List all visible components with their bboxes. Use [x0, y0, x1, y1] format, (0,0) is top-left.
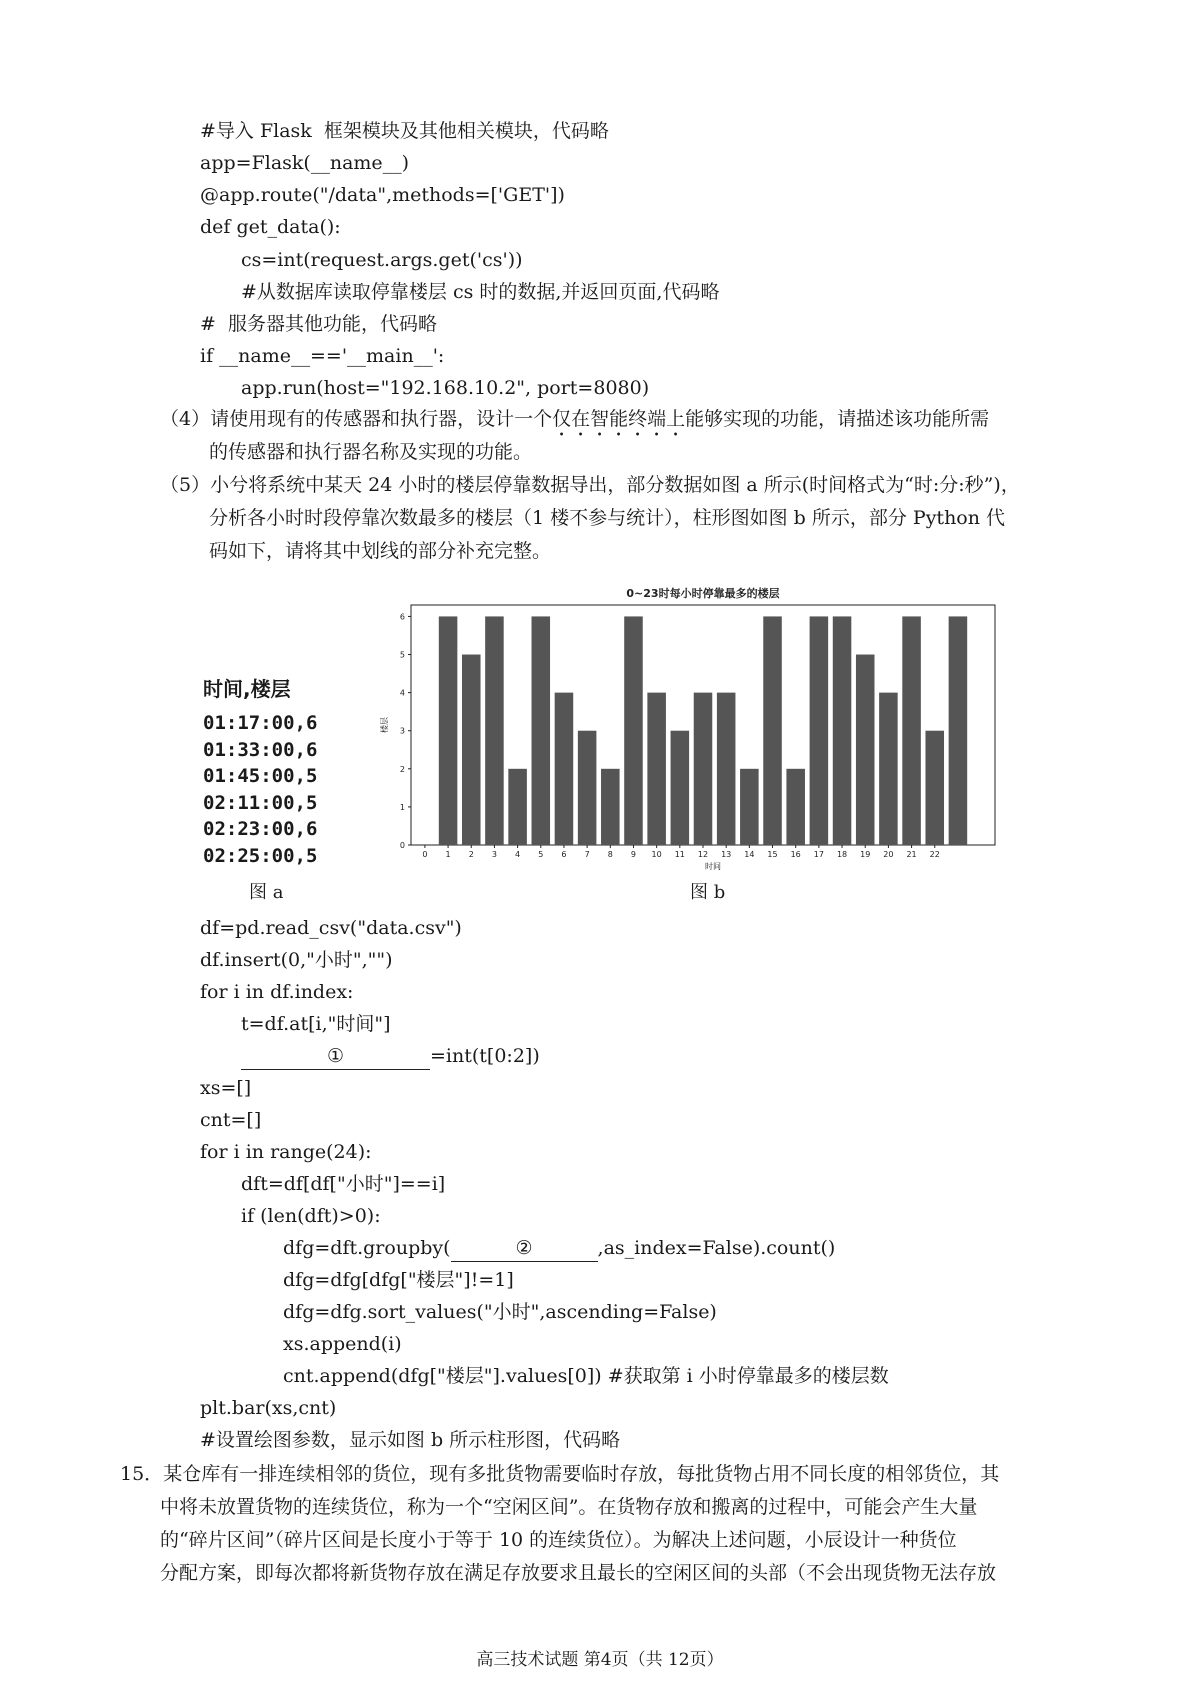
emphasis-text: 仅在智能终端上 — [552, 408, 686, 430]
bar — [439, 616, 458, 845]
x-tick-label: 8 — [607, 850, 613, 859]
y-tick-label: 3 — [399, 726, 405, 736]
code-line-blank-2: dfg=dft.groupby( ② ,as_index=False).count() — [283, 1235, 835, 1262]
bar — [624, 616, 643, 845]
x-tick-label: 1 — [445, 850, 451, 859]
code-line: if (len(dft)>0): — [241, 1205, 381, 1227]
x-tick-label: 15 — [767, 850, 778, 859]
question-15-line2: 中将未放置货物的连续货位，称为一个“空闲区间”。在货物存放和搬离的过程中，可能会产生大量 — [160, 1496, 978, 1518]
code-comment: #从数据库读取停靠楼层 cs 时的数据,并返回页面,代码略 — [241, 281, 720, 303]
y-tick-label: 4 — [399, 688, 405, 698]
x-tick-label: 6 — [561, 850, 567, 859]
x-tick-label: 2 — [468, 850, 474, 859]
question-4-line2: 的传感器和执行器名称及实现的功能。 — [209, 441, 533, 463]
x-tick-label: 18 — [836, 850, 848, 859]
question-15-line3: 的“碎片区间”（碎片区间是长度小于等于 10 的连续货位）。为解决上述问题，小辰设计一种货位 — [160, 1529, 957, 1551]
bar — [902, 616, 921, 845]
figure-a-caption: 图 a — [249, 882, 284, 903]
code-comment-import: #导入 Flask 框架模块及其他相关模块，代码略 — [200, 120, 609, 142]
code-line: app=Flask(__name__) — [200, 152, 410, 174]
question-4: （4）请使用现有的传感器和执行器，设计一个仅在智能终端上能够实现的功能，请描述该功能所需 — [160, 408, 990, 430]
question-5-line3: 码如下，请将其中划线的部分补充完整。 — [209, 540, 552, 562]
csv-row: 02:25:00,5 — [203, 844, 318, 867]
x-tick-label: 0 — [422, 850, 428, 859]
question-number: 15． — [120, 1463, 164, 1485]
x-tick-label: 22 — [929, 850, 940, 859]
x-tick-label: 9 — [630, 850, 637, 859]
x-tick-label: 19 — [860, 850, 871, 859]
x-tick-label: 13 — [721, 850, 732, 859]
question-5-line2: 分析各小时时段停靠次数最多的楼层（1 楼不参与统计），柱形图如图 b 所示，部分 Python 代 — [209, 507, 1006, 529]
x-tick-label: 4 — [515, 850, 521, 859]
y-tick-label: 2 — [399, 764, 405, 774]
bar — [856, 655, 875, 845]
code-line: def get_data(): — [200, 216, 341, 238]
csv-row: 01:17:00,6 — [203, 712, 318, 734]
x-tick-label: 10 — [651, 850, 662, 859]
bar — [508, 769, 527, 845]
code-line: t=df.at[i,"时间"] — [241, 1013, 391, 1035]
question-15-line1: 15．某仓库有一排连续相邻的货位，现有多批货物需要临时存放，每批货物占用不同长度的相邻货位，其 — [120, 1463, 1000, 1485]
bar — [717, 693, 736, 845]
code-comment: #设置绘图参数，显示如图 b 所示柱形图，代码略 — [200, 1429, 621, 1451]
answer-blank-1[interactable]: ① — [241, 1043, 430, 1070]
bar — [810, 616, 829, 845]
bar — [601, 769, 620, 845]
bar — [532, 616, 551, 845]
question-5: （5）小兮将系统中某天 24 小时的楼层停靠数据导出，部分数据如图 a 所示(时间格式为“时:分:秒”)， — [160, 474, 1020, 496]
y-axis-label: 楼层 — [380, 717, 389, 733]
code-comment: # 服务器其他功能，代码略 — [200, 313, 437, 335]
code-line: @app.route("/data",methods=['GET']) — [200, 184, 565, 206]
bar — [740, 769, 759, 845]
question-number: （5） — [160, 474, 211, 496]
bar — [949, 616, 968, 845]
x-tick-label: 16 — [790, 850, 801, 859]
question-15-line4: 分配方案，即每次都将新货物存放在满足存放要求且最长的空闲区间的头部（不会出现货物无法存放 — [160, 1562, 997, 1584]
bar — [578, 731, 597, 845]
x-tick-label: 11 — [674, 850, 685, 859]
code-line: dft=df[df["小时"]==i] — [241, 1173, 446, 1195]
figure-a-csv — [203, 673, 317, 869]
bar — [647, 693, 666, 845]
x-tick-label: 12 — [697, 850, 709, 859]
bar — [694, 693, 713, 845]
answer-blank-2[interactable]: ② — [451, 1235, 598, 1262]
code-line: dfg=dfg[dfg["楼层"]!=1] — [283, 1269, 514, 1291]
code-line: cnt.append(dfg["楼层"].values[0]) #获取第 i 小时停靠最多的楼层数 — [283, 1365, 889, 1387]
figure-b-bar-chart — [375, 583, 1005, 873]
bar — [555, 693, 574, 845]
bar — [763, 616, 782, 845]
code-line: dfg=dfg.sort_values("小时",ascending=False) — [283, 1301, 717, 1323]
x-tick-label: 7 — [584, 850, 590, 859]
bar — [925, 731, 944, 845]
y-tick-label: 1 — [399, 802, 405, 812]
code-line: plt.bar(xs,cnt) — [200, 1397, 337, 1419]
csv-row: 01:45:00,5 — [203, 765, 318, 787]
bar — [671, 731, 690, 845]
code-line: xs=[] — [200, 1077, 252, 1099]
chart-title: 0~23时每小时停靠最多的楼层 — [626, 587, 780, 600]
figure-b-caption: 图 b — [690, 882, 726, 903]
x-tick-label: 5 — [538, 850, 544, 859]
code-line: cnt=[] — [200, 1109, 262, 1131]
x-tick-label: 17 — [813, 850, 824, 859]
csv-header: 时间,楼层 — [203, 677, 291, 701]
code-line: if __name__=='__main__': — [200, 345, 445, 367]
code-line-blank-1: ① =int(t[0:2]) — [241, 1043, 540, 1070]
code-line: df.insert(0,"小时","") — [200, 949, 393, 971]
question-number: （4） — [160, 408, 211, 430]
page-footer: 高三技术试题 第4页（共 12页） — [476, 1650, 724, 1670]
bar — [485, 616, 504, 845]
y-tick-label: 5 — [399, 650, 405, 660]
bar — [879, 693, 898, 845]
x-tick-label: 20 — [883, 850, 894, 859]
x-tick-label: 3 — [491, 850, 497, 859]
y-tick-label: 0 — [399, 841, 405, 850]
bar — [833, 616, 852, 845]
y-tick-label: 6 — [399, 612, 405, 622]
bar — [786, 769, 805, 845]
code-line: for i in range(24): — [200, 1141, 372, 1163]
bar — [462, 655, 481, 845]
csv-row: 02:11:00,5 — [203, 791, 318, 814]
code-line: for i in df.index: — [200, 981, 354, 1003]
code-line: app.run(host="192.168.10.2", port=8080) — [241, 377, 650, 399]
x-tick-label: 14 — [744, 850, 755, 859]
x-axis-label: 时间 — [705, 862, 721, 871]
csv-row: 02:23:00,6 — [203, 818, 318, 840]
code-line: xs.append(i) — [283, 1333, 402, 1355]
x-tick-label: 21 — [906, 850, 917, 859]
code-line: df=pd.read_csv("data.csv") — [200, 917, 462, 939]
csv-row: 01:33:00,6 — [203, 738, 318, 761]
code-line: cs=int(request.args.get('cs')) — [241, 249, 523, 271]
